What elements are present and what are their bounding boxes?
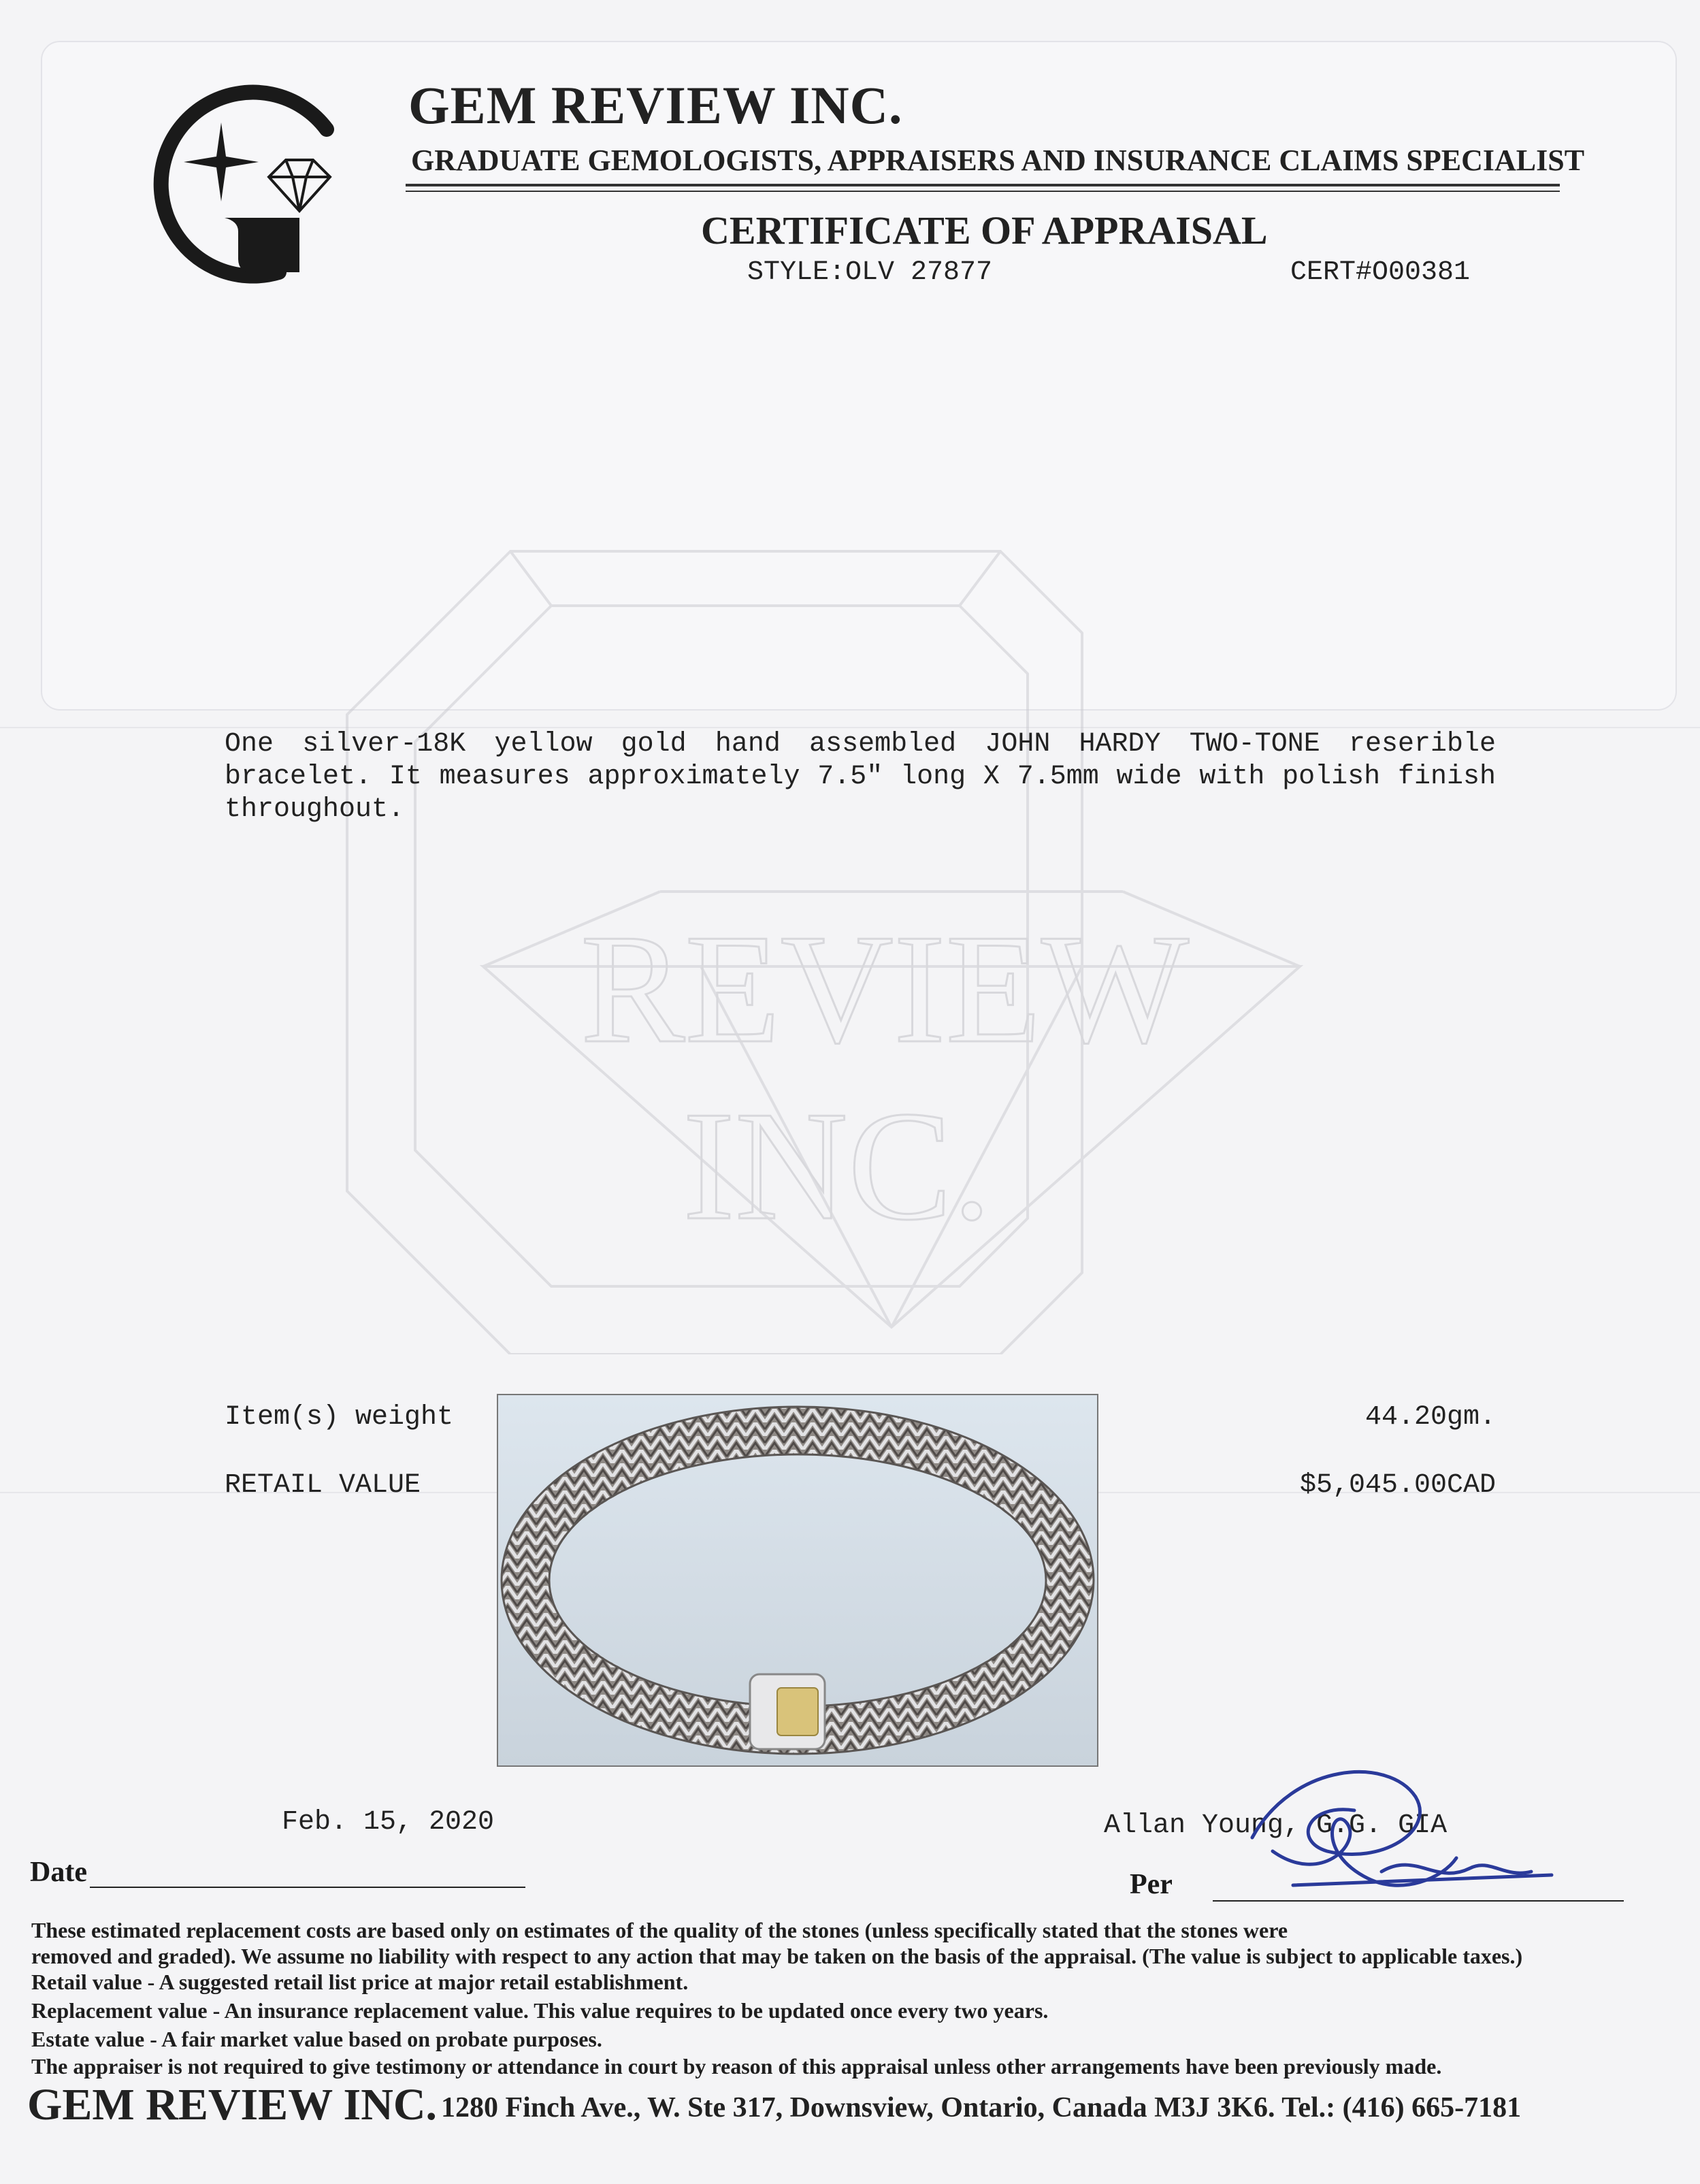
footer-company-name: GEM REVIEW INC. bbox=[27, 2080, 438, 2130]
retail-value-amount: $5,045.00CAD bbox=[1299, 1470, 1496, 1501]
header-rule bbox=[406, 184, 1560, 186]
certificate-number: CERT#O00381 bbox=[1290, 257, 1471, 288]
disclaimer-line: These estimated replacement costs are based only on estimates of the quality of the stones (unless specifically stated that the stones were bbox=[31, 1918, 1288, 1942]
watermark-text: INC. bbox=[683, 1079, 992, 1252]
weight-label: Item(s) weight bbox=[225, 1402, 454, 1433]
appraiser-signature bbox=[1211, 1749, 1565, 1912]
retail-value-label: RETAIL VALUE bbox=[225, 1470, 421, 1501]
replacement-value-definition: Replacement value - An insurance replacement value. This value requires to be updated once every two years. bbox=[31, 1998, 1049, 2023]
certificate-title: CERTIFICATE OF APPRAISAL bbox=[701, 208, 1268, 252]
estate-value-definition: Estate value - A fair market value based on probate purposes. bbox=[31, 2027, 602, 2051]
date-label: Date bbox=[30, 1857, 87, 1888]
style-number: STYLE:OLV 27877 bbox=[747, 257, 993, 288]
appraiser-name: Allan Young, G.G. GIA bbox=[1104, 1810, 1448, 1841]
watermark-diamond bbox=[320, 538, 1354, 1354]
bracelet-clasp bbox=[750, 1674, 825, 1749]
footer-address: 1280 Finch Ave., W. Ste 317, Downsview, Ontario, Canada M3J 3K6. Tel.: (416) 665-7181 bbox=[441, 2092, 1522, 2123]
appraisal-date: Feb. 15, 2020 bbox=[282, 1807, 495, 1838]
company-subtitle: GRADUATE GEMOLOGISTS, APPRAISERS AND INSURANCE CLAIMS SPECIALIST bbox=[411, 144, 1585, 177]
disclaimer-line: removed and graded). We assume no liability with respect to any action that may be taken on the basis of the appraisal. (The value is subject to applicable taxes.) bbox=[31, 1944, 1523, 1968]
per-label: Per bbox=[1130, 1869, 1173, 1900]
weight-value: 44.20gm. bbox=[1364, 1402, 1496, 1433]
testimony-disclaimer: The appraiser is not required to give testimony or attendance in court by reason of this appraisal unless other arrangements have been previously made. bbox=[31, 2054, 1442, 2079]
header-rule bbox=[406, 191, 1560, 192]
bracelet-photo bbox=[497, 1394, 1098, 1767]
item-description: One silver-18K yellow gold hand assembled JOHN HARDY TWO-TONE reserible bracelet. It measures approximately 7.5" long X 7.5mm wide with polish finish throughout. bbox=[225, 729, 1496, 825]
watermark-text: REVIEW bbox=[580, 902, 1190, 1075]
bracelet-image bbox=[498, 1395, 1097, 1765]
retail-value-definition: Retail value - A suggested retail list price at major retail establishment. bbox=[31, 1970, 689, 1994]
gem-review-logo bbox=[143, 82, 347, 286]
date-signature-line bbox=[90, 1887, 525, 1888]
company-name: GEM REVIEW INC. bbox=[408, 76, 903, 135]
